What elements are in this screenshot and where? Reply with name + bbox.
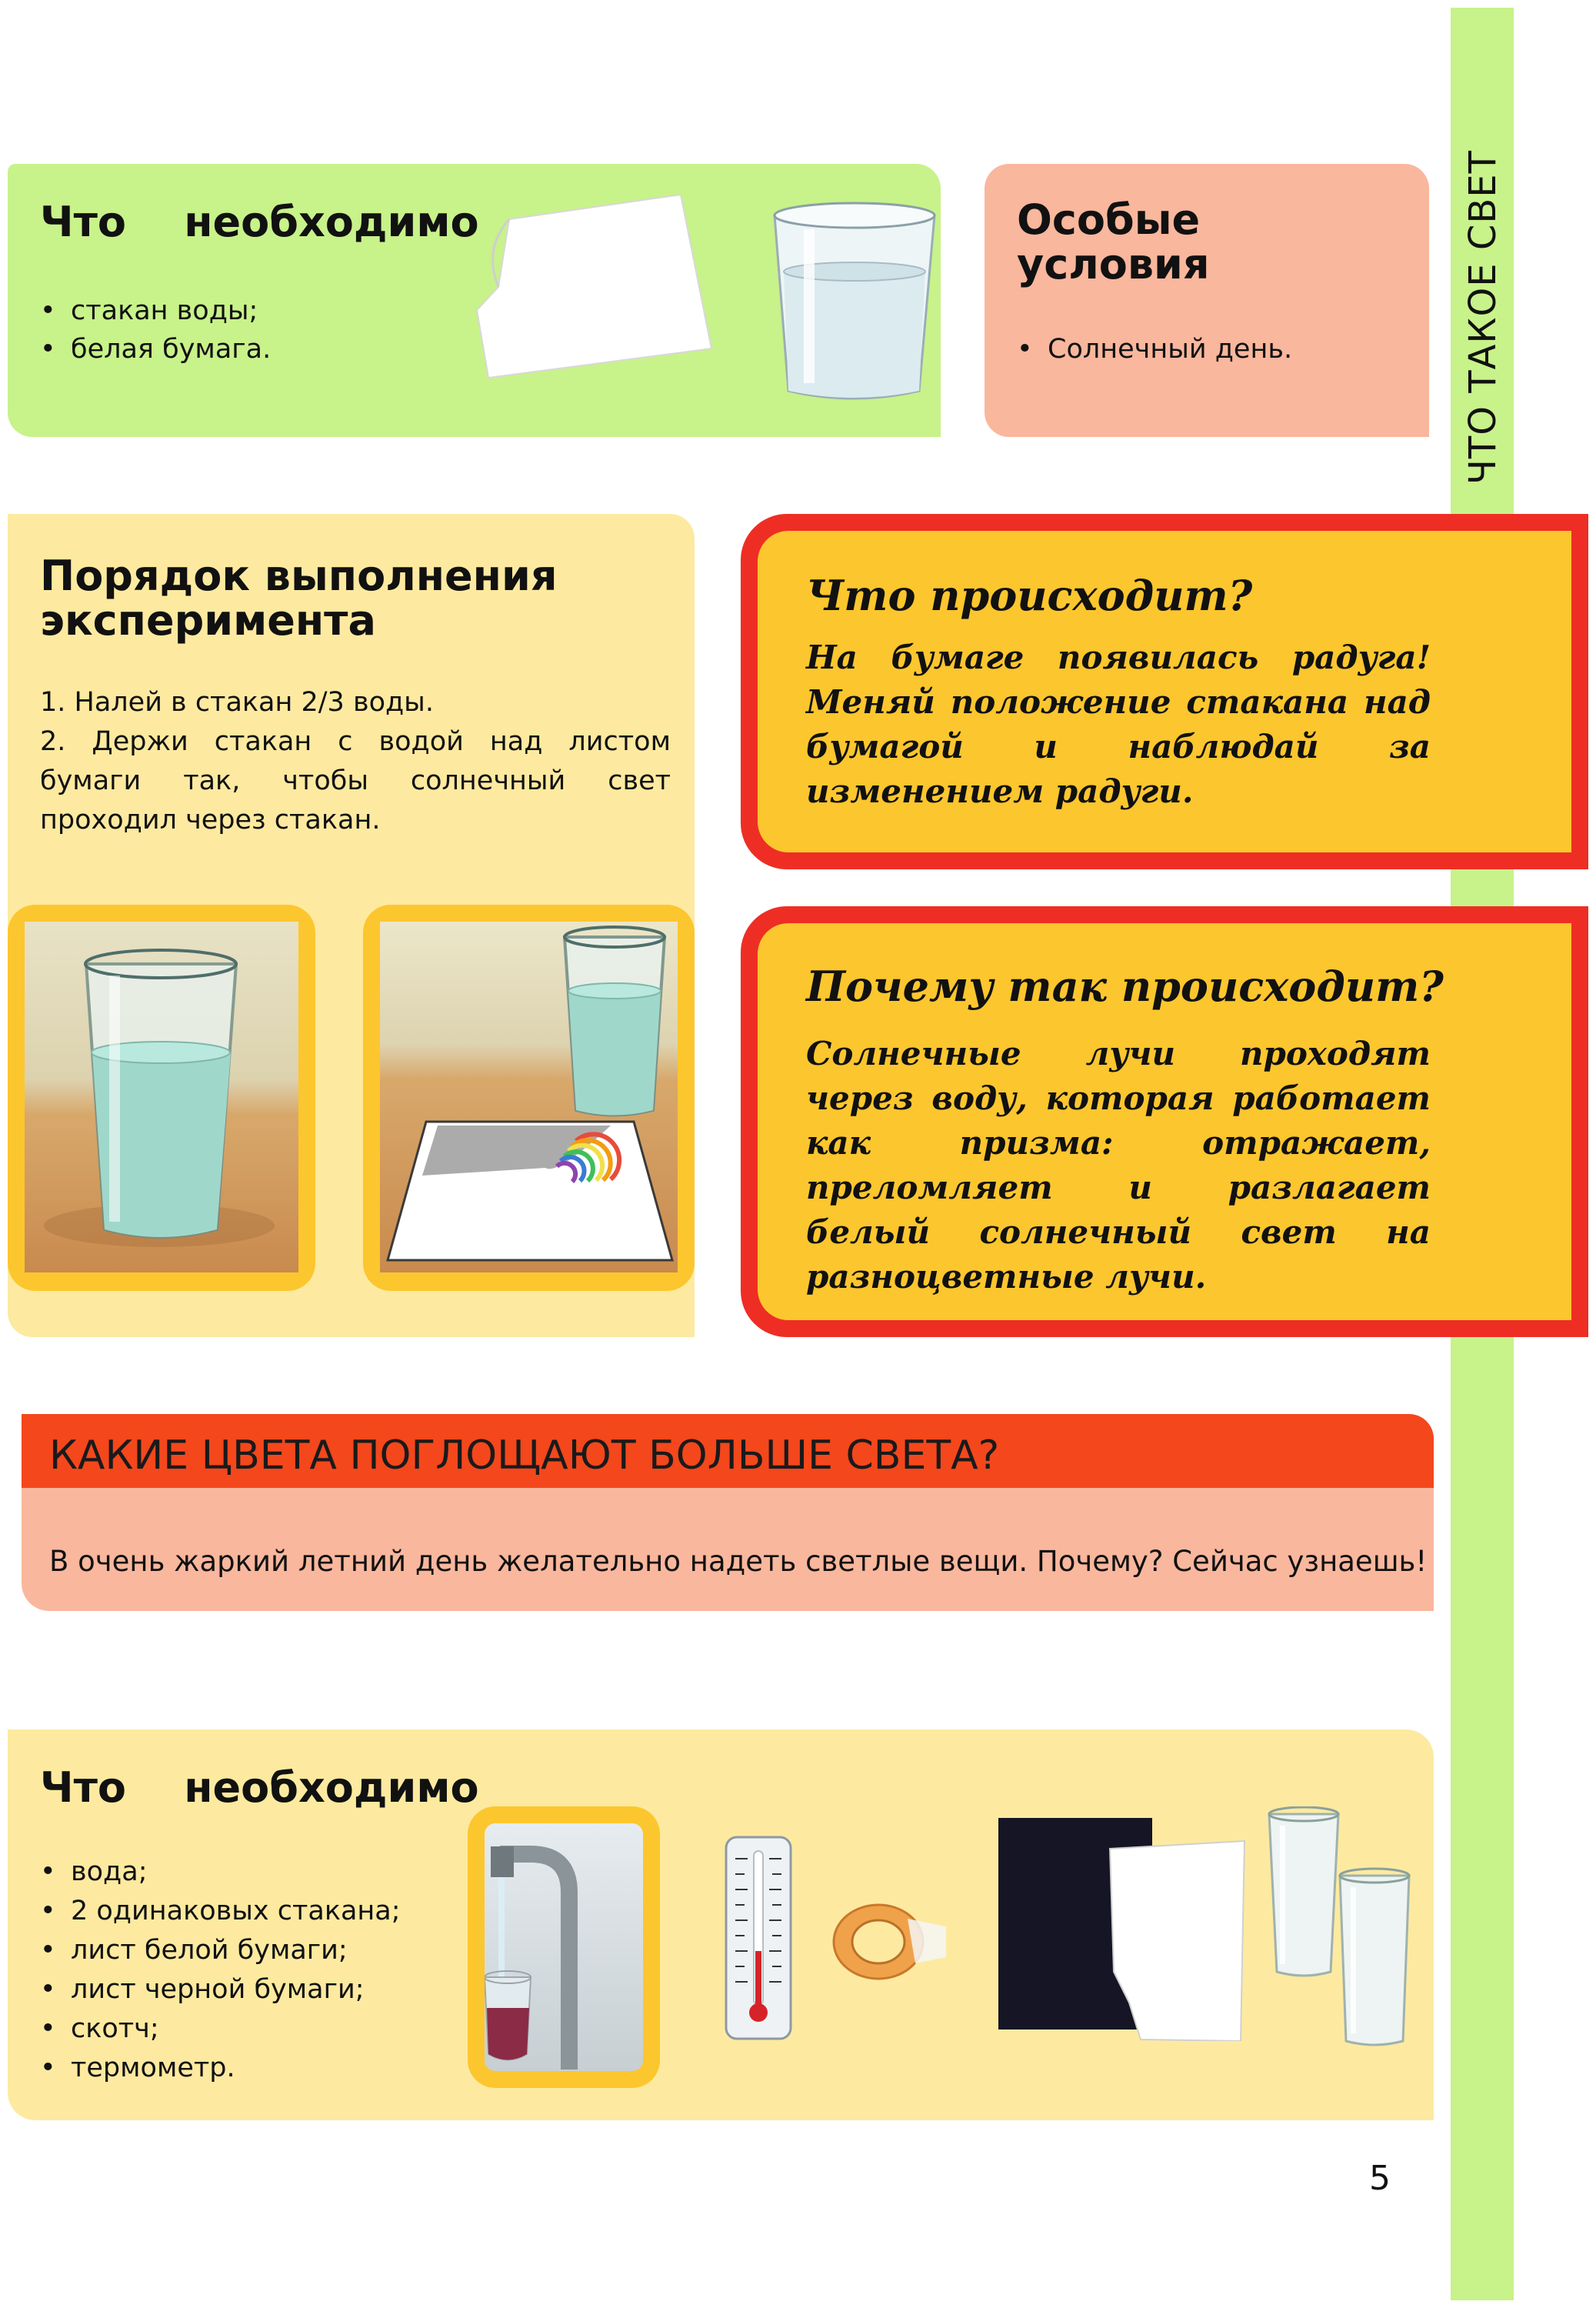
list-item: • лист черной бумаги; xyxy=(40,1970,401,2009)
thermometer-image xyxy=(725,1836,792,2040)
illustration-rainbow-frame xyxy=(363,905,695,1291)
materials-panel-2 xyxy=(8,1729,1434,2120)
white-paper-image xyxy=(461,195,723,387)
section-title: КАКИЕ ЦВЕТА ПОГЛОЩАЮТ БОЛЬШЕ СВЕТА? xyxy=(49,1432,1000,1479)
list-item: • скотч; xyxy=(40,2009,401,2049)
materials-title: Что необходимо xyxy=(40,198,479,246)
list-item: • лист белой бумаги; xyxy=(40,1931,401,1970)
list-item: • термометр. xyxy=(40,2049,401,2088)
tap-water-image xyxy=(485,1823,643,2071)
tap-water-frame xyxy=(468,1806,660,2088)
list-item: • стакан воды; xyxy=(40,292,271,330)
section-intro: В очень жаркий летний день желательно надеть светлые вещи. Почему? Сейчас узнаешь! xyxy=(49,1545,1428,1578)
conditions-title: Особые условия xyxy=(1017,195,1210,288)
list-item: • Солнечный день. xyxy=(1017,330,1292,369)
list-item: • белая бумага. xyxy=(40,330,271,369)
why-happens-title: Почему так происходит? xyxy=(806,962,1444,1011)
materials-panel xyxy=(8,164,941,437)
what-happens-text: На бумаге появилась радуга! Меняй положение стакана над бумагой и наблюдай за изменением радуги. xyxy=(806,639,1431,810)
illustration-glass-frame xyxy=(8,905,315,1291)
procedure-panel xyxy=(8,514,695,1337)
tape-roll-image xyxy=(831,1896,954,1988)
procedure-step-2: 2. Держи стакан с водой над листом бумаги так, чтобы солнечный свет проходил через стакан. xyxy=(40,726,671,835)
materials2-list xyxy=(40,1853,401,2088)
conditions-panel xyxy=(985,164,1429,437)
black-white-paper-image xyxy=(998,1818,1252,2041)
glass-illustration xyxy=(25,922,298,1272)
materials-list xyxy=(40,292,271,369)
what-happens-title: Что происходит? xyxy=(806,571,1253,620)
list-item: • 2 одинаковых стакана; xyxy=(40,1892,401,1931)
page-number: 5 xyxy=(1369,2159,1391,2198)
materials2-title: Что необходимо xyxy=(40,1763,479,1812)
conditions-list xyxy=(1017,330,1292,369)
why-happens-text: Солнечные лучи проходят через воду, которая работает как призма: отражает, преломляет и разлагает белый солнечный свет на разноцветные лучи. xyxy=(806,1035,1431,1296)
two-glasses-image xyxy=(1263,1806,1417,2053)
glass-of-water-image xyxy=(765,198,942,406)
procedure-step-1: 1. Налей в стакан 2/3 воды. xyxy=(40,687,434,718)
rainbow-illustration xyxy=(380,922,678,1272)
procedure-title: Порядок выполнения эксперимента xyxy=(40,552,558,645)
list-item: • вода; xyxy=(40,1853,401,1892)
